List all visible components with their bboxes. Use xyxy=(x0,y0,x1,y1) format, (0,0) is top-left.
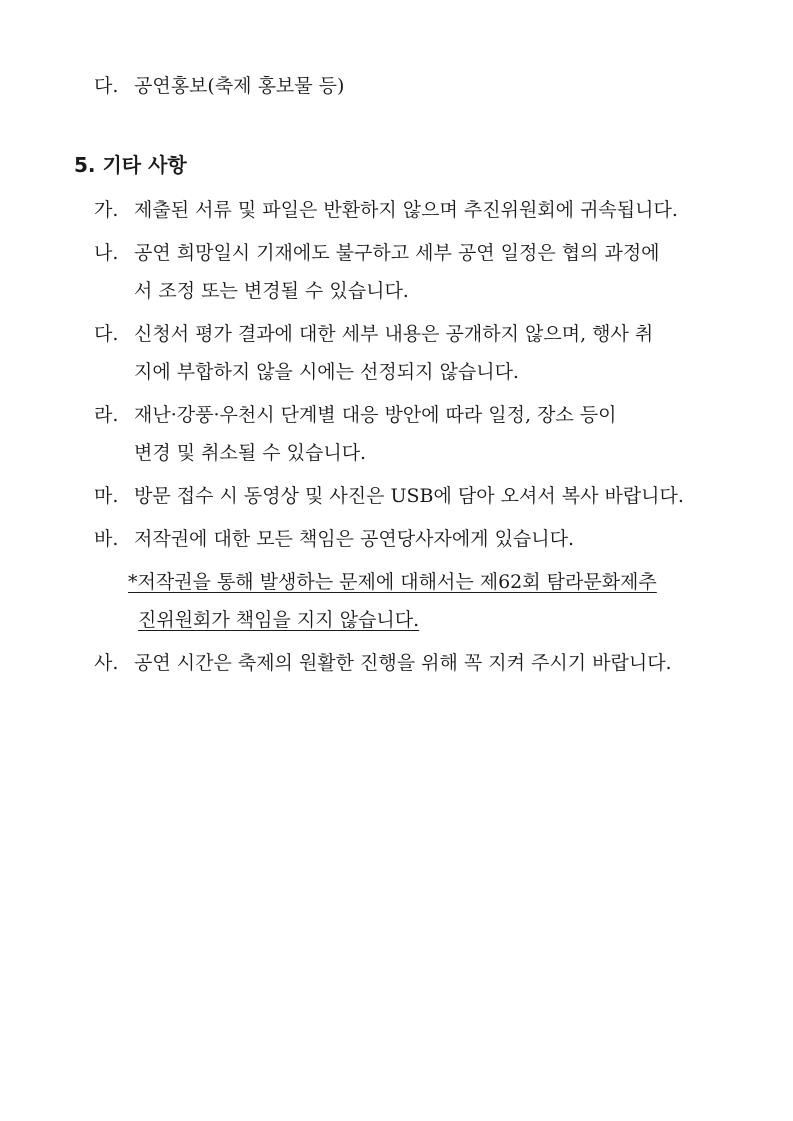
list-item-na-continuation: 서 조정 또는 변경될 수 있습니다. xyxy=(134,280,409,302)
list-item-sa xyxy=(94,651,672,675)
copyright-note-line-2: 진위원회가 책임을 지지 않습니다. xyxy=(138,609,420,631)
list-item-text: 제출된 서류 및 파일은 반환하지 않으며 추진위원회에 귀속됩니다. xyxy=(134,199,678,221)
list-item-text: 공연 시간은 축제의 원활한 진행을 위해 꼭 지켜 주시기 바랍니다. xyxy=(134,652,672,674)
list-item-da-continuation: 지에 부합하지 않을 시에는 선정되지 않습니다. xyxy=(134,361,519,383)
list-item-text: 저작권에 대한 모든 책임은 공연당사자에게 있습니다. xyxy=(134,528,575,550)
list-item-ba xyxy=(94,527,574,551)
list-marker: 다. xyxy=(94,75,119,97)
list-marker: 다. xyxy=(94,323,119,345)
list-marker: 사. xyxy=(94,652,119,674)
list-item-ga xyxy=(94,198,678,222)
list-marker: 마. xyxy=(94,485,119,507)
list-marker: 가. xyxy=(94,199,119,221)
list-item-da xyxy=(94,322,653,346)
list-marker: 바. xyxy=(94,528,119,550)
copyright-note-line-1: *저작권을 통해 발생하는 문제에 대해서는 제62회 탐라문화제추 xyxy=(128,571,657,593)
list-item-ma xyxy=(94,484,684,508)
list-item-text: 신청서 평가 결과에 대한 세부 내용은 공개하지 않으며, 행사 취 xyxy=(134,323,654,345)
list-item-text: 방문 접수 시 동영상 및 사진은 USB에 담아 오셔서 복사 바랍니다. xyxy=(134,485,684,507)
list-item-promotion xyxy=(94,74,344,98)
list-item-ra xyxy=(94,403,617,427)
list-item-ra-continuation: 변경 및 취소될 수 있습니다. xyxy=(134,442,367,464)
list-item-text: 공연홍보(축제 홍보물 등) xyxy=(134,75,345,97)
list-item-text: 재난·강풍·우천시 단계별 대응 방안에 따라 일정, 장소 등이 xyxy=(134,404,617,426)
section-title: 5. 기타 사항 xyxy=(74,153,187,177)
list-marker: 나. xyxy=(94,242,119,264)
list-item-na xyxy=(94,241,660,265)
list-item-text: 공연 희망일시 기재에도 불구하고 세부 공연 일정은 협의 과정에 xyxy=(134,242,660,264)
list-marker: 라. xyxy=(94,404,119,426)
